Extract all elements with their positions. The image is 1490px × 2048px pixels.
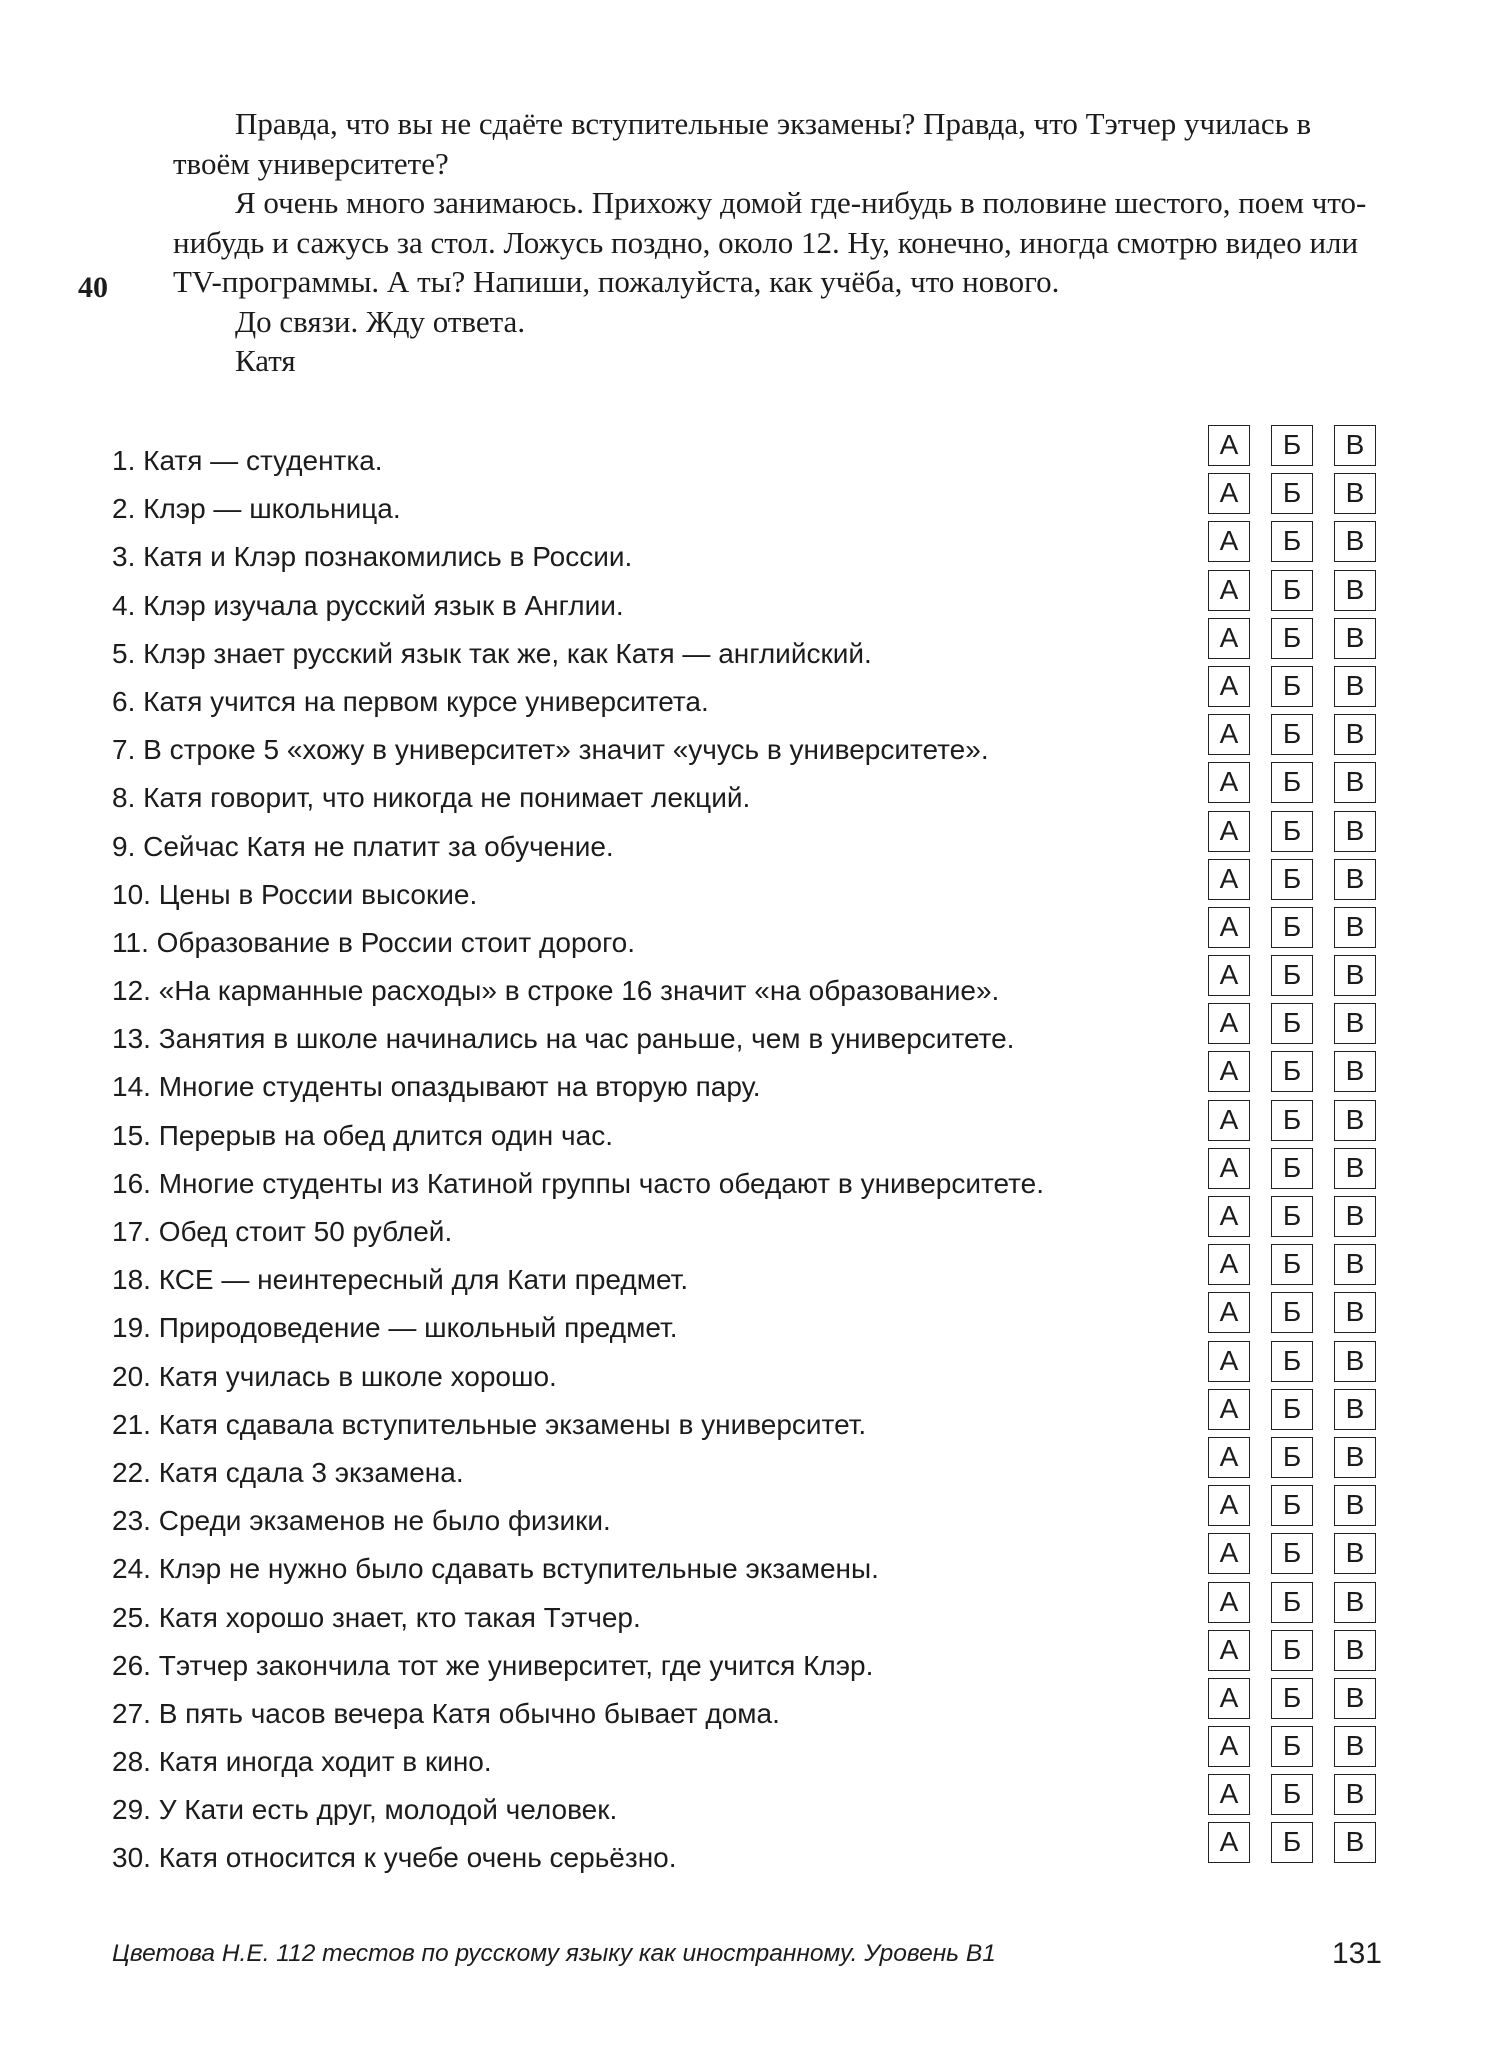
answer-box-v[interactable]: В xyxy=(1334,955,1376,996)
answer-box-a[interactable]: А xyxy=(1208,473,1250,514)
statement-number: 11 . xyxy=(112,927,157,958)
answer-box-a[interactable]: А xyxy=(1208,666,1250,707)
statement-text: Катя сдавала вступительные экзамены в университет. xyxy=(158,1408,867,1440)
answer-box-b[interactable]: Б xyxy=(1271,570,1313,611)
statement-text: Занятия в школе начинались на час раньше, чем в университете. xyxy=(158,1023,1015,1055)
statement-text: Катя хорошо знает, кто такая Тэтчер. xyxy=(158,1601,641,1633)
answer-box-b[interactable]: Б xyxy=(1271,1630,1313,1671)
answer-box-a[interactable]: А xyxy=(1208,1051,1250,1092)
answer-box-a[interactable]: А xyxy=(1208,1003,1250,1044)
answer-box-b[interactable]: Б xyxy=(1271,907,1313,948)
answer-box-a[interactable]: А xyxy=(1208,570,1250,611)
statement-item xyxy=(112,1063,1212,1111)
answer-box-a[interactable]: А xyxy=(1208,955,1250,996)
statement-text: Катя — студентка. xyxy=(143,445,383,476)
answer-box-b[interactable]: Б xyxy=(1271,618,1313,659)
answer-box-v[interactable]: В xyxy=(1334,1726,1376,1767)
statement-number: 13 . xyxy=(112,1023,159,1054)
statement-number: 28 . xyxy=(112,1746,159,1777)
answer-box-v[interactable]: В xyxy=(1334,1292,1376,1333)
statement-text: Клэр не нужно было сдавать вступительные экзамены. xyxy=(158,1553,879,1585)
answer-box-v[interactable]: В xyxy=(1334,1389,1376,1430)
answer-box-b[interactable]: Б xyxy=(1271,1244,1313,1285)
answer-box-b[interactable]: Б xyxy=(1271,1822,1313,1863)
answer-box-v[interactable]: В xyxy=(1334,1244,1376,1285)
statement-number: 5 . xyxy=(112,638,143,669)
answer-box-a[interactable]: А xyxy=(1208,1389,1250,1430)
page-number: 131 xyxy=(1331,1937,1382,1970)
line-marker: 40 xyxy=(78,271,108,304)
answer-box-v[interactable]: В xyxy=(1334,1533,1376,1574)
statement-text: Образование в России стоит дорого. xyxy=(156,926,636,958)
statement-text: КСЕ — неинтересный для Кати предмет. xyxy=(158,1264,689,1296)
letter-closing: До связи. Жду ответа. xyxy=(235,303,526,339)
answer-box-b[interactable]: Б xyxy=(1271,1485,1313,1526)
answer-box-v[interactable]: В xyxy=(1334,473,1376,514)
statement-item xyxy=(112,678,1212,726)
statement-number: 3 . xyxy=(112,541,143,572)
answer-box-a[interactable]: А xyxy=(1208,907,1250,948)
answer-box-v[interactable]: В xyxy=(1334,666,1376,707)
answer-box-a[interactable]: А xyxy=(1208,425,1250,466)
answer-box-b[interactable]: Б xyxy=(1271,1196,1313,1237)
answer-box-a[interactable]: А xyxy=(1208,1485,1250,1526)
statement-text: Сейчас Катя не платит за обучение. xyxy=(143,830,614,862)
statement-text: У Кати есть друг, молодой человек. xyxy=(158,1794,618,1826)
letter-signature: Катя xyxy=(235,343,296,378)
statement-item xyxy=(112,919,1212,967)
answer-box-v[interactable]: В xyxy=(1334,714,1376,755)
answer-box-b[interactable]: Б xyxy=(1271,1774,1313,1815)
statement-number: 16 . xyxy=(112,1168,159,1199)
statement-item xyxy=(112,1690,1212,1738)
answer-box-b[interactable]: Б xyxy=(1271,714,1313,755)
answer-box-b[interactable]: Б xyxy=(1271,521,1313,562)
answer-box-v[interactable]: В xyxy=(1334,1774,1376,1815)
answer-box-b[interactable]: Б xyxy=(1271,473,1313,514)
statement-text: Обед стоит 50 рублей. xyxy=(158,1216,453,1247)
answer-box-v[interactable]: В xyxy=(1334,1148,1376,1189)
statement-item xyxy=(112,1449,1212,1497)
answer-box-v[interactable]: В xyxy=(1334,1822,1376,1863)
answer-box-v[interactable]: В xyxy=(1334,1582,1376,1623)
statement-item xyxy=(112,1353,1212,1401)
statement-number: 14 . xyxy=(112,1071,159,1102)
statement-item xyxy=(112,533,1212,581)
statement-text: Многие студенты опаздывают на вторую пару. xyxy=(158,1071,761,1103)
answer-box-b[interactable]: Б xyxy=(1271,811,1313,852)
statement-list xyxy=(112,437,1212,1883)
statement-item xyxy=(112,1015,1212,1063)
statement-number: 22 . xyxy=(112,1457,159,1488)
statement-item xyxy=(112,1208,1212,1256)
answer-box-v[interactable]: В xyxy=(1334,859,1376,900)
statement-text: Катя и Клэр познакомились в России. xyxy=(143,541,633,573)
statement-text: Катя сдала 3 экзамена. xyxy=(158,1456,464,1488)
statement-number: 4 . xyxy=(112,590,143,621)
answer-box-a[interactable]: А xyxy=(1208,1196,1250,1237)
statement-item xyxy=(112,1834,1212,1882)
statement-number: 27 . xyxy=(112,1698,159,1729)
answer-box-b[interactable]: Б xyxy=(1271,1100,1313,1141)
statement-number: 17 . xyxy=(112,1216,159,1247)
statement-item xyxy=(112,1738,1212,1786)
answer-box-v[interactable]: В xyxy=(1334,570,1376,611)
answer-box-v[interactable]: В xyxy=(1334,762,1376,803)
statement-item xyxy=(112,437,1212,485)
statement-number: 29 . xyxy=(112,1794,159,1825)
statement-number: 7 . xyxy=(112,734,143,765)
answer-box-b[interactable]: Б xyxy=(1271,425,1313,466)
statement-number: 19 . xyxy=(112,1312,159,1343)
answer-box-a[interactable]: А xyxy=(1208,859,1250,900)
statement-text: Природоведение — школьный предмет. xyxy=(158,1312,678,1344)
answer-box-v[interactable]: В xyxy=(1334,618,1376,659)
statement-number: 26 . xyxy=(112,1650,159,1681)
answer-box-b[interactable]: Б xyxy=(1271,955,1313,996)
statement-item xyxy=(112,1112,1212,1160)
answer-box-a[interactable]: А xyxy=(1208,1437,1250,1478)
answer-box-v[interactable]: В xyxy=(1334,521,1376,562)
statement-text: Катя говорит, что никогда не понимает лекций. xyxy=(143,782,751,814)
statement-text: Катя относится к учебе очень серьёзно. xyxy=(158,1842,677,1874)
answer-box-a[interactable]: А xyxy=(1208,1148,1250,1189)
answer-box-a[interactable]: А xyxy=(1208,1630,1250,1671)
statement-number: 18 . xyxy=(112,1264,159,1295)
answer-box-a[interactable]: А xyxy=(1208,1292,1250,1333)
answer-box-v[interactable]: В xyxy=(1334,907,1376,948)
statement-item xyxy=(112,1786,1212,1834)
statement-text: В строке 5 «хожу в университет» значит «учусь в университете». xyxy=(143,734,989,766)
statement-number: 23 . xyxy=(112,1505,159,1536)
statement-number: 9 . xyxy=(112,831,143,862)
statement-item xyxy=(112,967,1212,1015)
statement-number: 2 . xyxy=(112,493,143,524)
statement-text: Катя учится на первом курсе университета. xyxy=(143,685,709,717)
answer-box-a[interactable]: А xyxy=(1208,1678,1250,1719)
statement-item xyxy=(112,823,1212,871)
answer-box-a[interactable]: А xyxy=(1208,1533,1250,1574)
statement-text: Катя иногда ходит в кино. xyxy=(158,1746,492,1778)
answer-box-v[interactable]: В xyxy=(1334,1485,1376,1526)
answer-box-v[interactable]: В xyxy=(1334,1341,1376,1382)
statement-number: 1 . xyxy=(112,445,143,476)
statement-item xyxy=(112,485,1212,533)
statement-number: 21 . xyxy=(112,1409,159,1440)
answer-box-a[interactable]: А xyxy=(1208,1822,1250,1863)
statement-item xyxy=(112,582,1212,630)
answer-box-a[interactable]: А xyxy=(1208,1726,1250,1767)
answer-box-v[interactable]: В xyxy=(1334,1196,1376,1237)
statement-item xyxy=(112,1594,1212,1642)
answer-box-b[interactable]: Б xyxy=(1271,1726,1313,1767)
statement-text: Среди экзаменов не было физики. xyxy=(158,1505,611,1537)
statement-number: 15 . xyxy=(112,1120,159,1151)
answer-box-a[interactable]: А xyxy=(1208,521,1250,562)
statement-item xyxy=(112,1497,1212,1545)
statement-number: 24 . xyxy=(112,1553,159,1584)
answer-box-v[interactable]: В xyxy=(1334,1051,1376,1092)
statement-item xyxy=(112,1304,1212,1352)
letter-paragraph-1: Правда, что вы не сдаёте вступительные экзамены? Правда, что Тэтчер училась в твоём университете? xyxy=(173,106,1312,181)
answer-box-a[interactable]: А xyxy=(1208,1774,1250,1815)
answer-box-b[interactable]: Б xyxy=(1271,1051,1313,1092)
statement-item xyxy=(112,1642,1212,1690)
statement-number: 6 . xyxy=(112,686,143,717)
answer-box-a[interactable]: А xyxy=(1208,1244,1250,1285)
answer-box-b[interactable]: Б xyxy=(1271,1582,1313,1623)
answer-box-a[interactable]: А xyxy=(1208,618,1250,659)
answer-box-b[interactable]: Б xyxy=(1271,762,1313,803)
statement-item xyxy=(112,1256,1212,1304)
statement-text: Клэр — школьница. xyxy=(143,493,401,525)
answer-box-a[interactable]: А xyxy=(1208,714,1250,755)
statement-text: Клэр изучала русский язык в Англии. xyxy=(143,589,624,621)
answer-box-b[interactable]: Б xyxy=(1271,1003,1313,1044)
footer-citation: Цветова Н.Е. 112 тестов по русскому языку как иностранному. Уровень В1 xyxy=(112,1940,996,1967)
answer-box-v[interactable]: В xyxy=(1334,425,1376,466)
statement-number: 8 . xyxy=(112,782,143,813)
statement-text: Перерыв на обед длится один час. xyxy=(158,1119,613,1151)
answer-box-b[interactable]: Б xyxy=(1271,666,1313,707)
letter-paragraph-2: Я очень много занимаюсь. Прихожу домой где-нибудь в половине шестого, поем что-нибудь и сажусь за стол. Ложусь поздно, около 12. Ну, конечно, иногда смотрю видео или TV-программы. А ты? Напиши, пожалуйста, как учёба, что нового. xyxy=(173,185,1367,299)
statement-text: Клэр знает русский язык так же, как Катя — английский. xyxy=(143,637,872,669)
answer-box-a[interactable]: А xyxy=(1208,1341,1250,1382)
answer-box-b[interactable]: Б xyxy=(1271,1148,1313,1189)
answer-box-a[interactable]: А xyxy=(1208,762,1250,803)
statement-number: 12 . xyxy=(112,975,159,1006)
answer-box-v[interactable]: В xyxy=(1334,1630,1376,1671)
statement-item xyxy=(112,1401,1212,1449)
statement-text: «На карманные расходы» в строке 16 значит «на образование». xyxy=(158,975,1000,1007)
answer-box-v[interactable]: В xyxy=(1334,1678,1376,1719)
statement-item xyxy=(112,774,1212,822)
answer-box-v[interactable]: В xyxy=(1334,1100,1376,1141)
answer-box-a[interactable]: А xyxy=(1208,1582,1250,1623)
answer-box-b[interactable]: Б xyxy=(1271,1437,1313,1478)
statement-text: Тэтчер закончила тот же университет, где учится Клэр. xyxy=(158,1649,874,1681)
answer-box-b[interactable]: Б xyxy=(1271,1678,1313,1719)
statement-text: Катя училась в школе хорошо. xyxy=(158,1360,557,1392)
answer-box-v[interactable]: В xyxy=(1334,811,1376,852)
statement-item xyxy=(112,726,1212,774)
statement-number: 30 . xyxy=(112,1842,159,1873)
statement-item xyxy=(112,871,1212,919)
answer-box-b[interactable]: Б xyxy=(1271,1533,1313,1574)
answer-box-v[interactable]: В xyxy=(1334,1003,1376,1044)
statement-number: 10 . xyxy=(112,879,159,910)
answer-box-b[interactable]: Б xyxy=(1271,1389,1313,1430)
answer-box-b[interactable]: Б xyxy=(1271,859,1313,900)
statement-text: Цены в России высокие. xyxy=(158,878,478,910)
answer-box-b[interactable]: Б xyxy=(1271,1341,1313,1382)
statement-item xyxy=(112,1160,1212,1208)
statement-text: Многие студенты из Катиной группы часто обедают в университете. xyxy=(158,1167,1045,1199)
answer-box-v[interactable]: В xyxy=(1334,1437,1376,1478)
statement-item xyxy=(112,1545,1212,1593)
statement-number: 20 . xyxy=(112,1361,159,1392)
letter-text xyxy=(173,104,1388,381)
statement-item xyxy=(112,630,1212,678)
statement-text: В пять часов вечера Катя обычно бывает дома. xyxy=(158,1697,780,1729)
statement-number: 25 . xyxy=(112,1602,159,1633)
answer-box-a[interactable]: А xyxy=(1208,1100,1250,1141)
answer-box-a[interactable]: А xyxy=(1208,811,1250,852)
answer-box-b[interactable]: Б xyxy=(1271,1292,1313,1333)
